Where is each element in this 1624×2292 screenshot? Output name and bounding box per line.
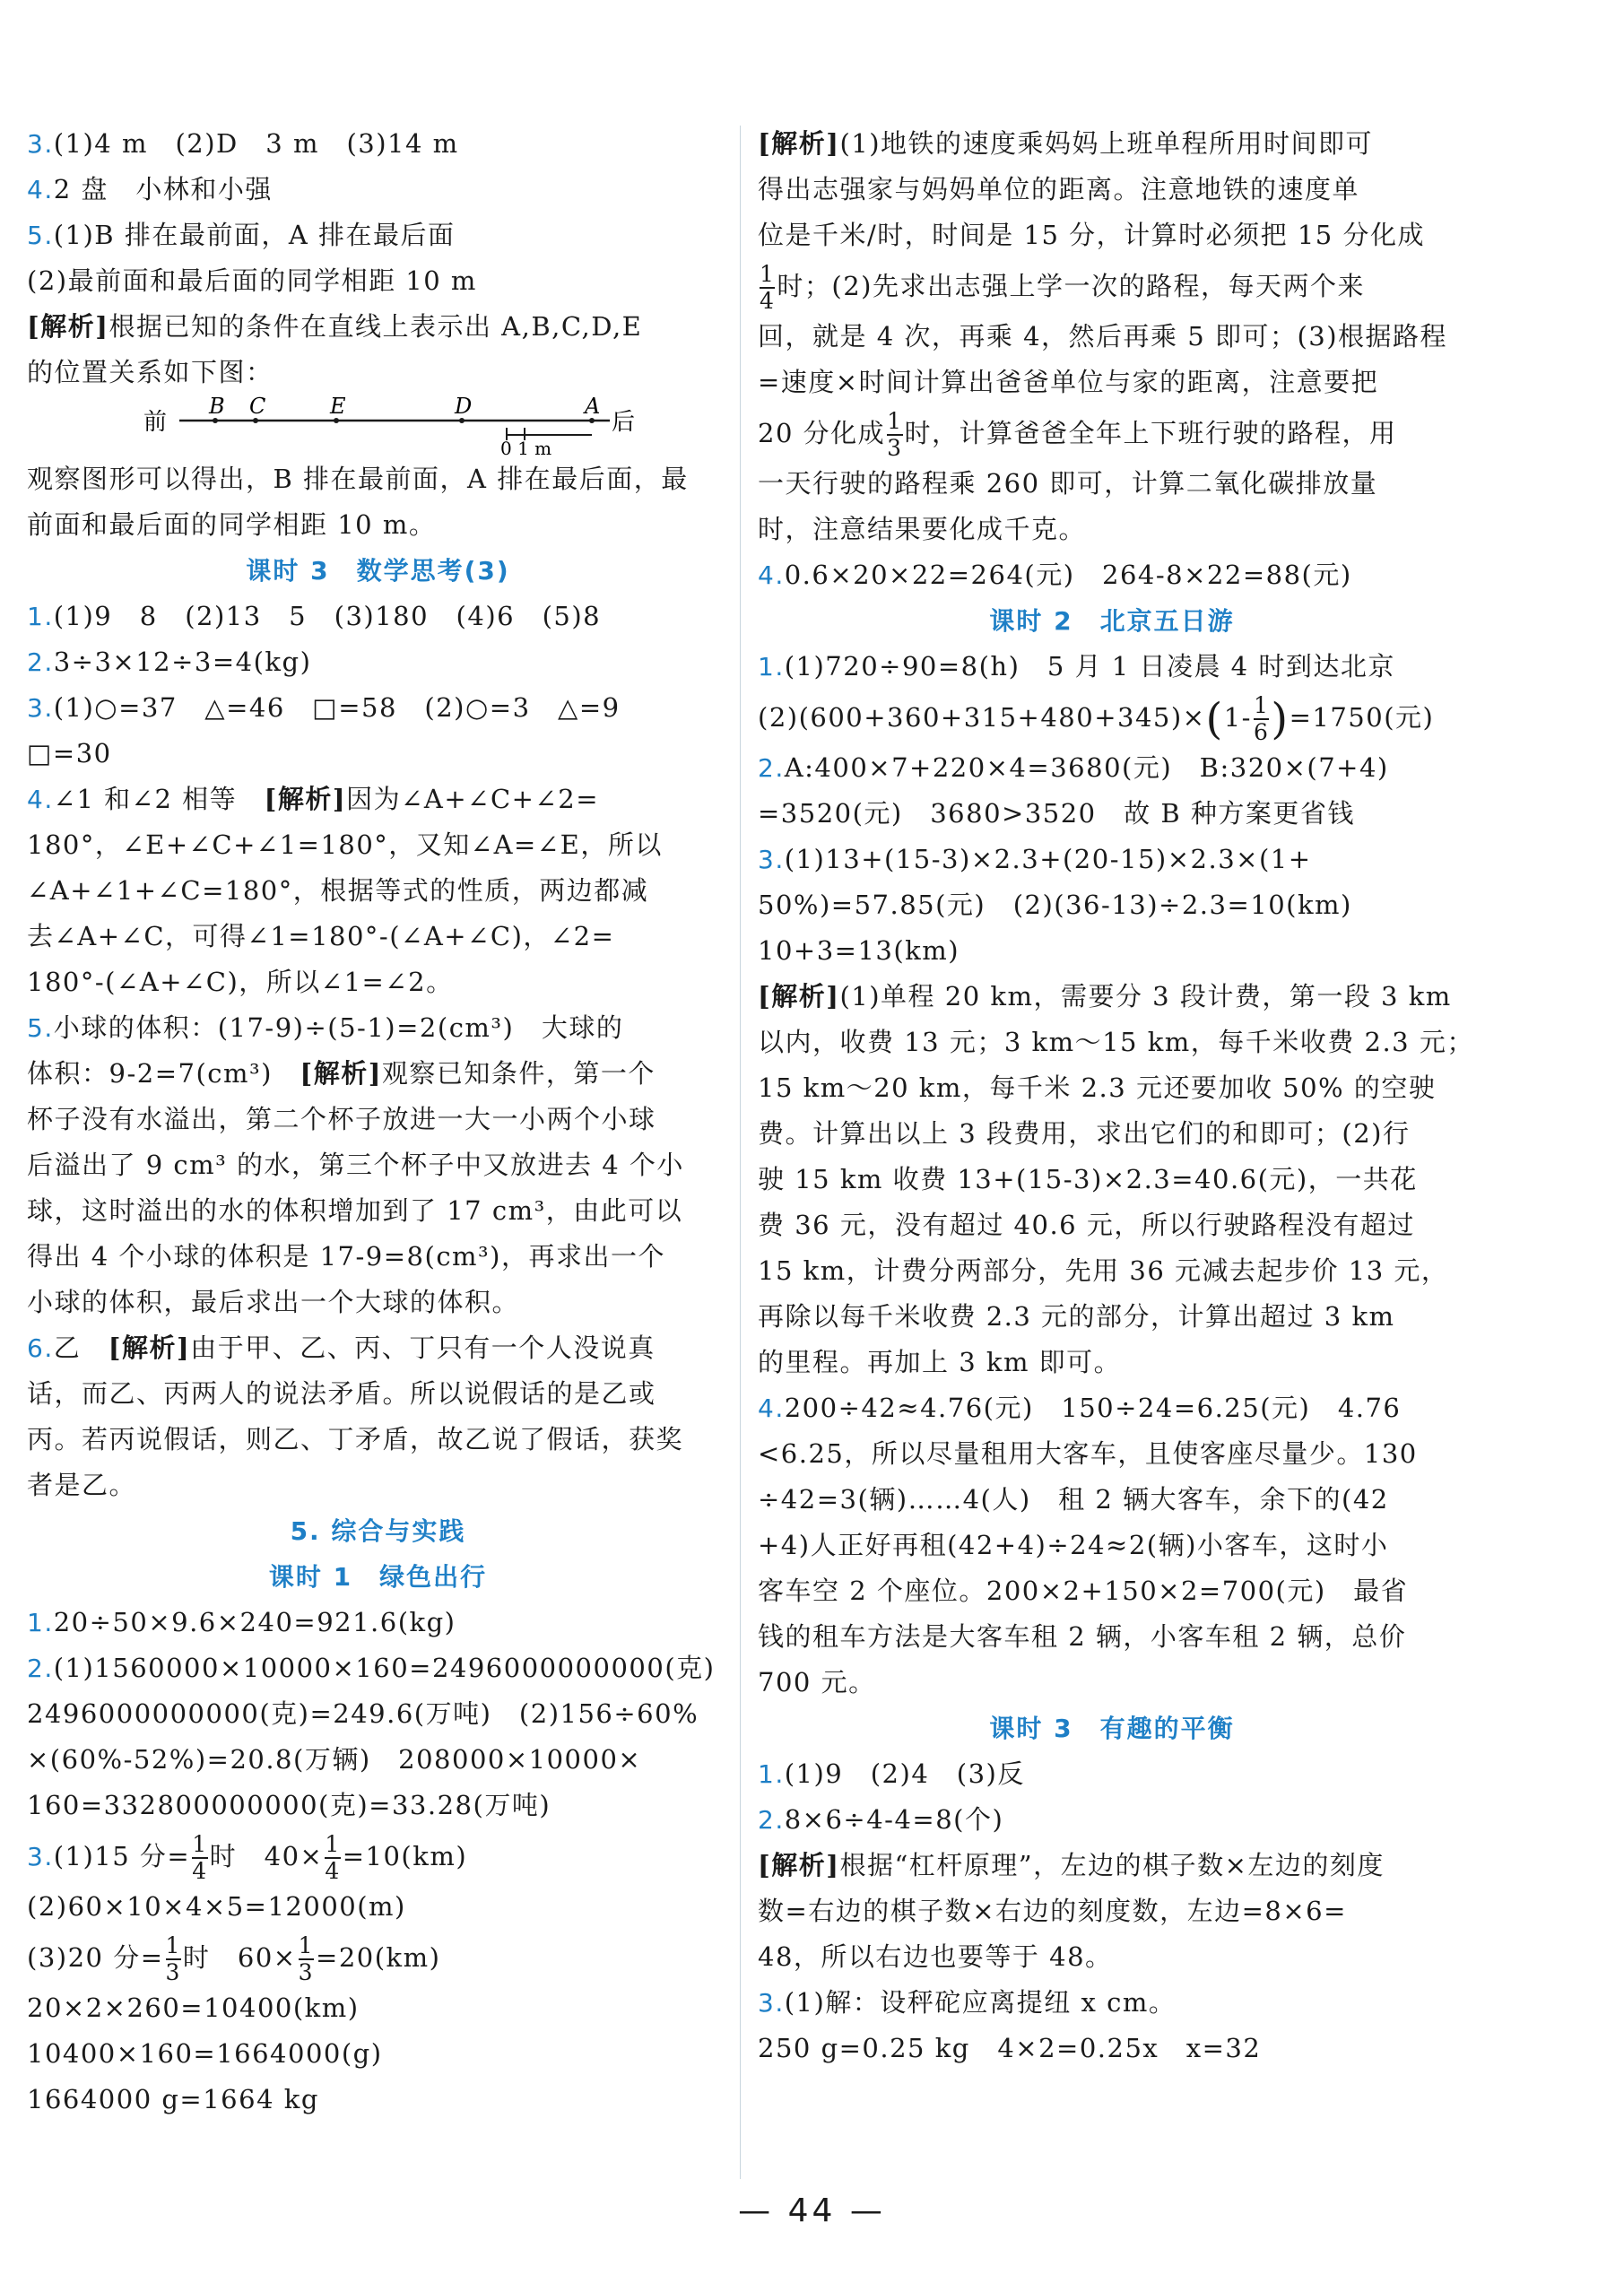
- question-number: 1.: [758, 1759, 785, 1789]
- analysis-text: 以内，收费 13 元；3 km～15 km，每千米收费 2.3 元；: [758, 1027, 1474, 1057]
- analysis-text: 时；(2)先求出志强上学一次的路程，每天两个来: [777, 271, 1365, 301]
- analysis-text: 180°，∠E+∠C+∠1=180°，又知∠A=∠E，所以: [27, 829, 663, 860]
- answer-line: [758, 1980, 1466, 2026]
- column-divider: [740, 126, 741, 2179]
- answer-line: [758, 1614, 1466, 1660]
- fraction-numerator: 1: [887, 408, 903, 434]
- analysis-text: 观察已知条件，第一个: [381, 1058, 656, 1089]
- analysis-line: [758, 405, 1466, 461]
- answer-text: 时 40×: [209, 1841, 324, 1871]
- question-number: 3.: [27, 129, 54, 159]
- analysis-text: ∠A+∠1+∠C=180°，根据等式的性质，两边都减: [27, 875, 649, 906]
- answer-line: [758, 745, 1466, 791]
- question-number: 1.: [27, 1608, 54, 1637]
- analysis-line: [27, 1188, 729, 1234]
- analysis-text: 得出志强家与妈妈单位的距离。注意地铁的速度单: [758, 174, 1360, 204]
- analysis-text: 15 km～20 km，每千米 2.3 元还要加收 50% 的空驶: [758, 1072, 1437, 1103]
- analysis-line: [27, 822, 729, 868]
- analysis-line: [758, 1934, 1466, 1980]
- analysis-line: [27, 1463, 729, 1508]
- answer-text: =1750(元): [1289, 702, 1435, 733]
- analysis-line: [758, 1202, 1466, 1248]
- analysis-line: [27, 868, 729, 914]
- analysis-tag: [解析]: [27, 311, 109, 342]
- answer-line: [758, 1568, 1466, 1614]
- analysis-text: 前面和最后面的同学相距 10 m。: [27, 509, 437, 540]
- label-a: A: [585, 395, 601, 419]
- answer-line: [758, 552, 1466, 598]
- analysis-tag: [解析]: [108, 1333, 191, 1363]
- answer-text: (3)20 分=: [27, 1942, 164, 1973]
- analysis-line: [758, 461, 1466, 507]
- left-column: [27, 121, 729, 2123]
- analysis-text: 20 分化成: [758, 418, 886, 448]
- answer-line: [27, 685, 729, 731]
- analysis-text: 费 36 元，没有超过 40.6 元，所以行驶路程没有超过: [758, 1210, 1415, 1240]
- analysis-text: 再除以每千米收费 2.3 元的部分，计算出超过 3 km: [758, 1301, 1395, 1332]
- answer-text: ∠1 和∠2 相等: [53, 784, 238, 814]
- question-number: 3.: [27, 693, 54, 723]
- analysis-text: 去∠A+∠C，可得∠1=180°-(∠A+∠C)，∠2=: [27, 921, 615, 951]
- analysis-line: [758, 1340, 1466, 1385]
- question-number: 1.: [758, 652, 785, 682]
- analysis-line: [27, 350, 729, 395]
- fraction: [299, 1933, 314, 1985]
- answer-text: 160=332800000000(克)=33.28(万吨): [27, 1790, 551, 1820]
- answer-line: [27, 1783, 729, 1828]
- fraction-denominator: 3: [887, 435, 903, 461]
- answer-text: 客车空 2 个座位。200×2+150×2=700(元) 最省: [758, 1576, 1409, 1606]
- analysis-line: [27, 1142, 729, 1188]
- answer-line: [758, 2026, 1466, 2071]
- analysis-line: [758, 121, 1466, 167]
- answer-text: 20×2×260=10400(km): [27, 1992, 360, 2023]
- right-column: [758, 121, 1474, 2071]
- question-number: 5.: [27, 1013, 54, 1043]
- answer-line: [27, 731, 729, 777]
- analysis-line: [758, 167, 1466, 213]
- analysis-line: [27, 959, 729, 1005]
- answer-line: [27, 777, 729, 822]
- fraction-numerator: 1: [298, 1932, 315, 1958]
- analysis-line: [27, 304, 729, 350]
- answer-line: [27, 1645, 729, 1691]
- question-number: 4.: [27, 175, 54, 204]
- scale-label: 0 1 m: [500, 438, 552, 456]
- analysis-text: 由于甲、乙、丙、丁只有一个人没说真: [190, 1333, 656, 1363]
- label-c: C: [249, 395, 266, 419]
- fraction: [887, 409, 902, 461]
- analysis-text: 小球的体积，最后求出一个大球的体积。: [27, 1287, 520, 1317]
- answer-text: 2496000000000(克)=249.6(万吨) (2)156÷60%: [27, 1698, 699, 1729]
- question-number: 2.: [758, 753, 785, 783]
- analysis-text: 球，这时溢出的水的体积增加到了 17 cm³，由此可以: [27, 1195, 683, 1226]
- question-number: 3.: [758, 845, 785, 874]
- answer-text: 10400×160=1664000(g): [27, 2038, 383, 2069]
- answer-text: ÷42=3(辆)……4(人) 租 2 辆大客车，余下的(42: [758, 1484, 1389, 1515]
- answer-text: 1-: [1223, 702, 1252, 733]
- answer-line: [27, 2077, 729, 2123]
- answer-text: (1)B 排在最前面，A 排在最后面: [53, 220, 456, 250]
- analysis-line: [758, 1843, 1466, 1888]
- analysis-text: 根据已知的条件在直线上表示出 A,B,C,D,E: [109, 311, 643, 342]
- answer-text: (1)9 8 (2)13 5 (3)180 (4)6 (5)8: [53, 601, 602, 631]
- analysis-text: 后溢出了 9 cm³ 的水，第三个杯子中又放进去 4 个小: [27, 1150, 684, 1180]
- answer-text: 乙: [53, 1333, 82, 1363]
- analysis-line: [758, 258, 1466, 314]
- label-d: D: [455, 395, 473, 419]
- question-number: 2.: [758, 1805, 785, 1835]
- analysis-text: (1)单程 20 km，需要分 3 段计费，第一段 3 km: [839, 981, 1452, 1011]
- analysis-text: 48，所以右边也要等于 48。: [758, 1941, 1113, 1972]
- analysis-text: 180°-(∠A+∠C)，所以∠1=∠2。: [27, 967, 454, 997]
- analysis-line: [758, 1294, 1466, 1340]
- analysis-tag: [解析]: [264, 784, 347, 814]
- analysis-line: [27, 1371, 729, 1417]
- answer-text: 2 盘 小林和小强: [53, 174, 273, 204]
- answer-text: 体积：9-2=7(cm³): [27, 1058, 273, 1089]
- label-front: 前: [143, 409, 168, 436]
- fraction-denominator: 4: [760, 288, 776, 314]
- fraction: [192, 1832, 207, 1884]
- answer-text: (1)720÷90=8(h) 5 月 1 日凌晨 4 时到达北京: [784, 651, 1395, 682]
- analysis-line: [27, 1234, 729, 1280]
- answer-line: [758, 837, 1466, 882]
- chapter-title: 5. 综合与实践: [290, 1516, 466, 1546]
- analysis-text: 数=右边的棋子数×右边的刻度数，左边=8×6=: [758, 1896, 1347, 1926]
- analysis-text: 根据“杠杆原理”，左边的棋子数×左边的刻度: [839, 1850, 1385, 1880]
- question-number: 3.: [758, 1988, 785, 2018]
- answer-text: (2)60×10×4×5=12000(m): [27, 1891, 406, 1922]
- answer-text: 3÷3×12÷3=4(kg): [53, 647, 312, 677]
- analysis-text: (1)地铁的速度乘妈妈上班单程所用时间即可: [839, 128, 1374, 159]
- analysis-text: =速度×时间计算出爸爸单位与家的距离，注意要把: [758, 367, 1379, 397]
- question-number: 2.: [27, 647, 54, 677]
- answer-line: [758, 1797, 1466, 1843]
- fraction-numerator: 1: [192, 1831, 208, 1857]
- fraction-denominator: 4: [325, 1858, 341, 1884]
- answer-text: =10(km): [342, 1841, 468, 1871]
- analysis-line: [758, 1111, 1466, 1157]
- answer-text: (1)15 分=: [53, 1841, 191, 1871]
- answer-line: [758, 1751, 1466, 1797]
- answer-line: [27, 594, 729, 639]
- analysis-tag: [解析]: [758, 981, 840, 1011]
- answer-text: (1)9 (2)4 (3)反: [784, 1758, 1025, 1789]
- fraction-numerator: 1: [325, 1831, 341, 1857]
- question-number: 2.: [27, 1654, 54, 1683]
- fraction-denominator: 3: [298, 1959, 315, 1985]
- right-paren: ): [1271, 694, 1290, 744]
- analysis-line: [27, 456, 729, 502]
- question-number: 6.: [27, 1333, 54, 1363]
- answer-text: (2)最前面和最后面的同学相距 10 m: [27, 265, 477, 296]
- section-title: 课时 2 北京五日游: [989, 606, 1235, 636]
- answer-line: [758, 1431, 1466, 1477]
- answer-text: =20(km): [316, 1942, 441, 1973]
- analysis-tag: [解析]: [300, 1058, 382, 1089]
- analysis-tag: [解析]: [758, 128, 840, 159]
- analysis-line: [758, 1157, 1466, 1202]
- answer-line: [27, 167, 729, 213]
- answer-line: [758, 690, 1466, 745]
- fraction-numerator: 1: [1253, 692, 1270, 718]
- answer-line: [758, 882, 1466, 928]
- analysis-line: [758, 314, 1466, 360]
- analysis-text: 因为∠A+∠C+∠2=: [346, 784, 600, 814]
- answer-text: (1)4 m (2)D 3 m (3)14 m: [53, 128, 459, 159]
- analysis-line: [758, 974, 1466, 1020]
- label-back: 后: [612, 409, 636, 436]
- answer-text: 50%)=57.85(元) (2)(36-13)÷2.3=10(km): [758, 890, 1352, 920]
- question-number: 3.: [27, 1842, 54, 1871]
- fraction: [760, 262, 775, 314]
- analysis-text: 时，注意结果要化成千克。: [758, 514, 1087, 544]
- answer-line: [27, 1884, 729, 1930]
- label-e: E: [330, 395, 346, 419]
- answer-line: [27, 2031, 729, 2077]
- analysis-line: [27, 1417, 729, 1463]
- answer-line: [758, 1660, 1466, 1706]
- analysis-text: 者是乙。: [27, 1470, 137, 1500]
- answer-text: A:400×7+220×4=3680(元) B:320×(7+4): [784, 752, 1389, 783]
- answer-text: 200÷42≈4.76(元) 150÷24=6.25(元) 4.76: [784, 1393, 1402, 1423]
- answer-line: [27, 1930, 729, 1985]
- answer-text: 10+3=13(km): [758, 935, 960, 966]
- analysis-text: 话，而乙、丙两人的说法矛盾。所以说假话的是乙或: [27, 1378, 656, 1409]
- analysis-line: [758, 213, 1466, 258]
- answer-text: (1)13+(15-3)×2.3+(20-15)×2.3×(1+: [784, 844, 1312, 874]
- fraction-numerator: 1: [165, 1932, 181, 1958]
- answer-text: 8×6÷4-4=8(个): [784, 1804, 1004, 1835]
- answer-text: (2)(600+360+315+480+345)×: [758, 702, 1206, 733]
- analysis-line: [758, 1065, 1466, 1111]
- question-number: 5.: [27, 221, 54, 250]
- answer-line: [27, 1828, 729, 1884]
- analysis-text: 位是千米/时，时间是 15 分，计算时必须把 15 分化成: [758, 220, 1425, 250]
- fraction-denominator: 3: [165, 1959, 181, 1985]
- answer-text: 700 元。: [758, 1667, 876, 1697]
- analysis-line: [27, 1097, 729, 1142]
- fraction-denominator: 6: [1253, 719, 1270, 745]
- fraction-numerator: 1: [760, 261, 776, 287]
- analysis-text: 杯子没有水溢出，第二个杯子放进一大一小两个小球: [27, 1104, 656, 1134]
- analysis-line: [758, 507, 1466, 552]
- answer-text: <6.25，所以尽量租用大客车，且使客座尽量少。130: [758, 1438, 1418, 1469]
- answer-line: [27, 1325, 729, 1371]
- analysis-line: [27, 914, 729, 959]
- analysis-tag: [解析]: [758, 1850, 840, 1880]
- answer-line: [27, 1691, 729, 1737]
- answer-text: 20÷50×9.6×240=921.6(kg): [53, 1607, 456, 1637]
- answer-line: [758, 791, 1466, 837]
- analysis-text: 得出 4 个小球的体积是 17-9=8(cm³)，再求出一个: [27, 1241, 666, 1272]
- answer-line: [27, 213, 729, 258]
- fraction-denominator: 4: [192, 1858, 208, 1884]
- analysis-text: 一天行驶的路程乘 260 即可，计算二氧化碳排放量: [758, 468, 1378, 499]
- answer-text: (1)解：设秤砣应离提纽 x cm。: [784, 1987, 1177, 2018]
- analysis-line: [27, 502, 729, 548]
- answer-line: [27, 121, 729, 167]
- answer-line: [27, 1985, 729, 2031]
- fraction: [325, 1832, 340, 1884]
- answer-line: [27, 1051, 729, 1097]
- answer-text: 250 g=0.25 kg 4×2=0.25x x=32: [758, 2033, 1262, 2063]
- answer-text: 时 60×: [182, 1942, 297, 1973]
- answer-text: 钱的租车方法是大客车租 2 辆，小客车租 2 辆，总价: [758, 1621, 1407, 1652]
- analysis-text: 的里程。再加上 3 km 即可。: [758, 1347, 1122, 1377]
- question-number: 4.: [758, 560, 785, 590]
- page-number: — 44 —: [738, 2192, 886, 2229]
- analysis-text: 的位置关系如下图：: [27, 357, 274, 387]
- section-title: 课时 3 有趣的平衡: [989, 1714, 1235, 1743]
- answer-line: [27, 1005, 729, 1051]
- answer-line: [758, 644, 1466, 690]
- question-number: 4.: [758, 1393, 785, 1423]
- answer-line: [758, 1385, 1466, 1431]
- answer-text: (1)1560000×10000×160=2496000000000(克): [53, 1653, 716, 1683]
- analysis-text: 时，计算爸爸全年上下班行驶的路程，用: [904, 418, 1397, 448]
- answer-text: □=30: [27, 738, 112, 768]
- answer-text: +4)人正好再租(42+4)÷24≈2(辆)小客车，这时小: [758, 1530, 1389, 1560]
- answer-text: 0.6×20×22=264(元) 264-8×22=88(元): [784, 560, 1352, 590]
- analysis-text: 观察图形可以得出，B 排在最前面，A 排在最后面，最: [27, 464, 689, 494]
- answer-line: [758, 1523, 1466, 1568]
- answer-line: [27, 639, 729, 685]
- analysis-line: [758, 1020, 1474, 1065]
- section-title: 课时 1 绿色出行: [268, 1562, 488, 1592]
- answer-line: [27, 1737, 729, 1783]
- answer-line: [758, 928, 1466, 974]
- section-title: 课时 3 数学思考(3): [246, 556, 510, 586]
- analysis-text: 费。计算出以上 3 段费用，求出它们的和即可；(2)行: [758, 1118, 1411, 1149]
- answer-text: 1664000 g=1664 kg: [27, 2084, 319, 2114]
- answer-line: [27, 258, 729, 304]
- analysis-line: [758, 1888, 1466, 1934]
- left-paren: (: [1205, 694, 1224, 744]
- analysis-text: 丙。若丙说假话，则乙、丁矛盾，故乙说了假话，获奖: [27, 1424, 684, 1454]
- answer-text: ×(60%-52%)=20.8(万辆) 208000×10000×: [27, 1744, 642, 1775]
- answer-line: [758, 1477, 1466, 1523]
- number-line-diagram: [143, 395, 646, 456]
- label-b: B: [209, 395, 225, 419]
- answer-text: 小球的体积：(17-9)÷(5-1)=2(cm³) 大球的: [53, 1012, 624, 1043]
- analysis-line: [758, 1248, 1466, 1294]
- answer-text: (1)○=37 △=46 □=58 (2)○=3 △=9: [53, 692, 621, 723]
- analysis-line: [758, 360, 1466, 405]
- analysis-text: 15 km，计费分两部分，先用 36 元减去起步价 13 元，: [758, 1255, 1449, 1286]
- answer-text: =3520(元) 3680>3520 故 B 种方案更省钱: [758, 798, 1355, 829]
- analysis-text: 回，就是 4 次，再乘 4，然后再乘 5 即可；(3)根据路程: [758, 321, 1448, 352]
- fraction: [1254, 693, 1269, 745]
- analysis-text: 驶 15 km 收费 13+(15-3)×2.3=40.6(元)，一共花: [758, 1164, 1418, 1194]
- question-number: 1.: [27, 602, 54, 631]
- number-line-svg: [143, 395, 646, 456]
- fraction: [166, 1933, 181, 1985]
- question-number: 4.: [27, 785, 54, 814]
- analysis-line: [27, 1280, 729, 1325]
- answer-line: [27, 1600, 729, 1645]
